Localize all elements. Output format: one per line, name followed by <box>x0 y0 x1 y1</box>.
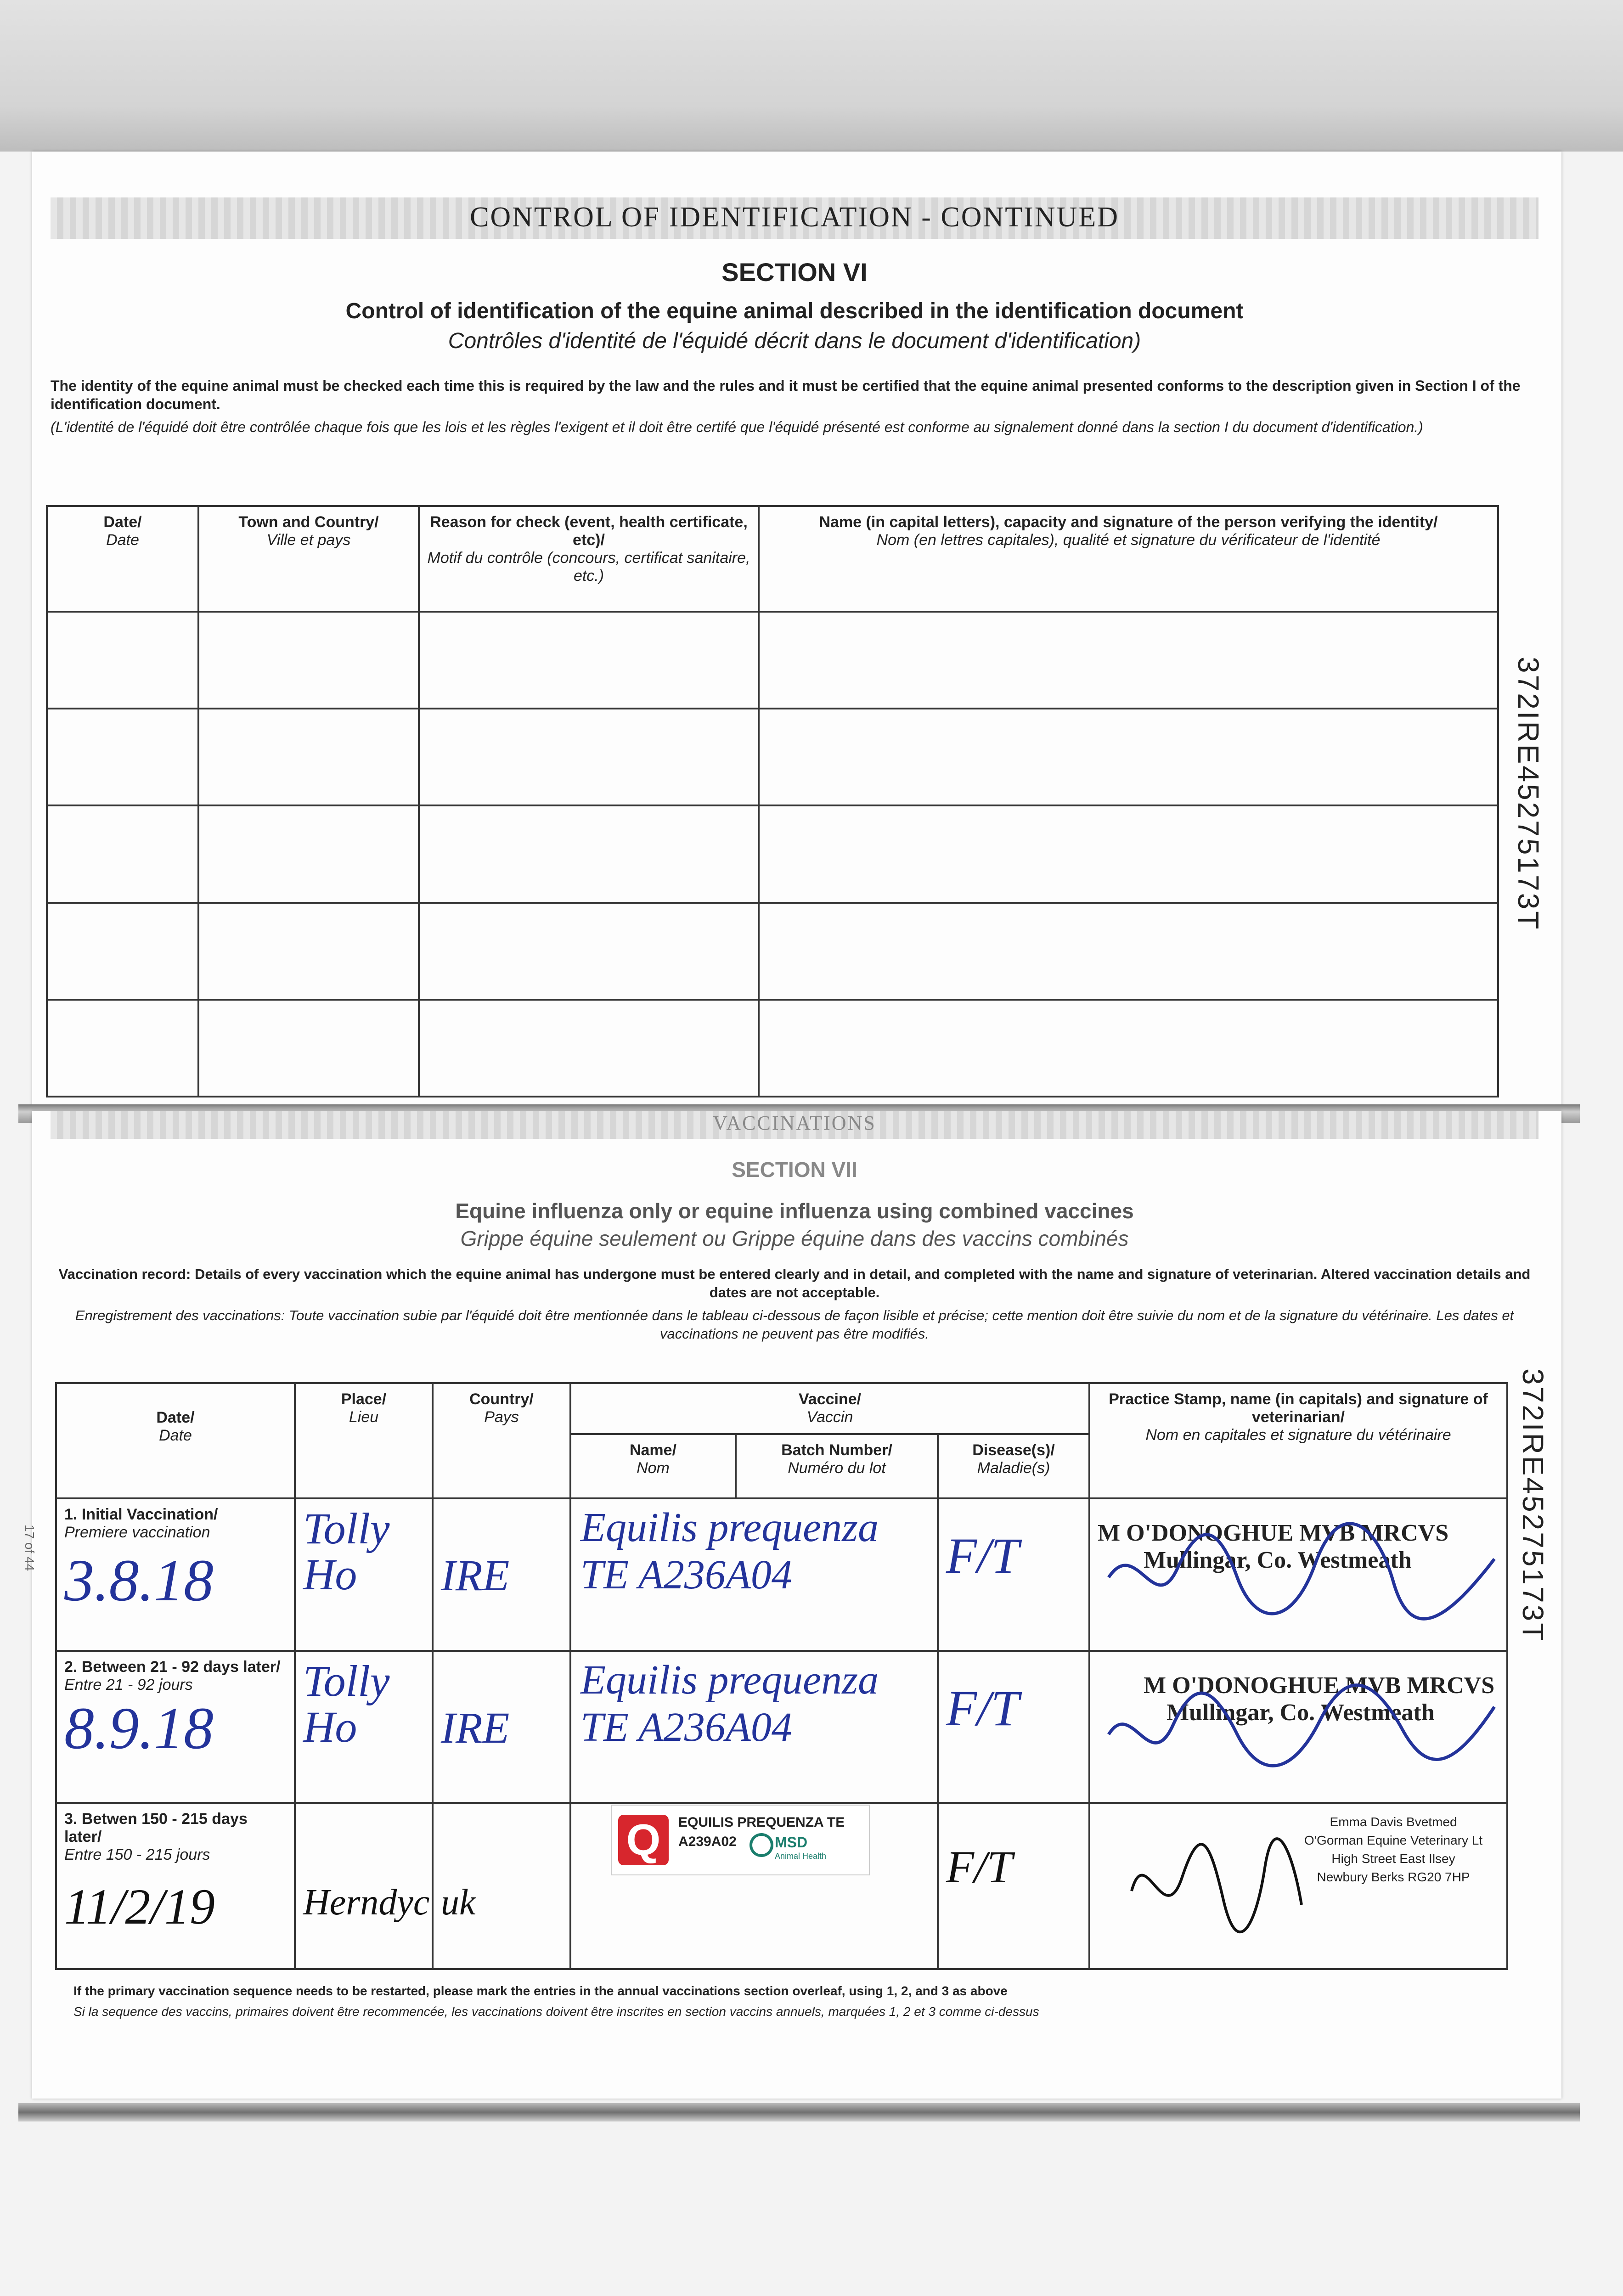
page-section-vii <box>23 1111 1561 2099</box>
intro-fr: Enregistrement des vaccinations: Toute vaccination subie par l'équidé doit être mentionnée dans le tableau ci-dessous de façon lisible et précise; cette mention doit être suivie du nom et de la signature du vétérinaire. Les dates et vaccinations ne peuvent pas être modifiés. <box>75 1307 1514 1342</box>
intro-fr: (L'identité de l'équidé doit être contrôlée chaque fois que les lois et les règles l'exigent et il doit être certifé que l'équidé présenté est conforme au signalement donné dans la section I du document d'identification.) <box>51 419 1423 435</box>
col-date-header: Date/ Date <box>56 1383 295 1498</box>
table-row <box>47 709 1498 805</box>
section-title: SECTION VI <box>721 258 868 287</box>
handwritten-place: Herndyc <box>295 1803 433 1969</box>
handwritten-place: Tolly Ho <box>295 1498 433 1651</box>
section-title: SECTION VII <box>732 1158 857 1182</box>
table-row <box>47 612 1498 709</box>
sticker-brand-sub: Animal Health <box>775 1851 827 1861</box>
heading-fr: Grippe équine seulement ou Grippe équine dans des vaccins combinés <box>460 1227 1129 1250</box>
col-signature-header: Name (in capital letters), capacity and signature of the person verifying the identity/ Nom (en lettres capitales), qualité et signature du vérificateur de l'identité <box>759 506 1498 612</box>
col-name-header: Name/ Nom <box>570 1434 736 1499</box>
handwritten-batch: TE A236A04 <box>580 1704 792 1750</box>
footer-fr: Si la sequence des vaccins, primaires doivent être recommencée, les vaccinations doivent être inscrites en section vaccins annuels, marquées 1, 2 et 3 comme ci-dessus <box>73 2004 1039 2019</box>
q-logo-icon: Q <box>618 1815 669 1865</box>
row-date-cell: 3. Betwen 150 - 215 days later/ Entre 150 - 215 jours 11/2/19 <box>56 1803 295 1969</box>
handwritten-disease: F/T <box>938 1803 1089 1969</box>
vaccination-row-1 <box>56 1498 1507 1651</box>
sticker-product: EQUILIS PREQUENZA TE <box>678 1815 845 1830</box>
stamp-line-2: Mullingar, Co. Westmeath <box>1144 1547 1412 1574</box>
sticker-batch: A239A02 <box>678 1834 737 1849</box>
col-country-header: Country/ Pays <box>433 1383 570 1498</box>
handwritten-date: 8.9.18 <box>64 1695 214 1761</box>
stamp-line-2: Mullingar, Co. Westmeath <box>1167 1699 1435 1726</box>
heading-en: Equine influenza only or equine influenza using combined vaccines <box>455 1199 1134 1223</box>
page-number-mark: 17 of 44 <box>23 1525 37 1571</box>
table-row <box>47 903 1498 1000</box>
signature-icon <box>1118 1822 1311 1941</box>
stamp-line-1: M O'DONOGHUE MVB MRCVS <box>1098 1520 1449 1547</box>
msd-logo-icon <box>750 1833 773 1857</box>
sticker-brand: MSD <box>775 1834 808 1851</box>
handwritten-place: Tolly Ho <box>295 1651 433 1803</box>
col-town-header: Town and Country/ Ville et pays <box>198 506 419 612</box>
page-edge <box>18 2103 1580 2122</box>
vet-stamp <box>1089 1498 1507 1651</box>
row-date-cell: 1. Initial Vaccination/ Premiere vaccination 3.8.18 <box>56 1498 295 1651</box>
handwritten-country: IRE <box>433 1651 570 1803</box>
handwritten-vaccine-name: Equilis prequenza <box>580 1657 879 1703</box>
col-stamp-header: Practice Stamp, name (in capitals) and signature of veterinarian/ Nom en capitales et signature du vétérinaire <box>1089 1383 1507 1498</box>
passport-id-vertical: 372IRE45275173T <box>1516 1368 1550 1643</box>
table-row <box>47 1000 1498 1097</box>
vaccination-table <box>55 1382 1508 1970</box>
handwritten-disease: F/T <box>938 1651 1089 1803</box>
page-section-vi <box>32 152 1561 1107</box>
scan-background <box>0 0 1623 152</box>
intro-en: The identity of the equine animal must be checked each time this is required by the law and the rules and it must be certified that the equine animal presented conforms to the description given in Section I of the identification document. <box>51 377 1521 412</box>
vet-stamp <box>1089 1803 1507 1969</box>
handwritten-disease: F/T <box>938 1498 1089 1651</box>
col-vaccine-header: Vaccine/ Vaccin <box>570 1383 1089 1434</box>
vaccination-row-2 <box>56 1651 1507 1803</box>
footer-en: If the primary vaccination sequence needs to be restarted, please mark the entries in the annual vaccinations section overleaf, using 1, 2, and 3 as above <box>73 1984 1008 1998</box>
col-batch-header: Batch Number/ Numéro du lot <box>736 1434 938 1499</box>
col-disease-header: Disease(s)/ Maladie(s) <box>938 1434 1089 1499</box>
heading-fr: Contrôles d'identité de l'équidé décrit dans le document d'identification) <box>448 329 1141 353</box>
col-date-header: Date/ Date <box>47 506 198 612</box>
table-row <box>47 805 1498 902</box>
passport-id-vertical: 372IRE45275173T <box>1512 657 1545 931</box>
vet-stamp <box>1089 1651 1507 1803</box>
signature-icon <box>1099 1661 1504 1790</box>
handwritten-country: uk <box>433 1803 570 1969</box>
handwritten-date: 3.8.18 <box>64 1548 214 1614</box>
intro-en: Vaccination record: Details of every vaccination which the equine animal has undergone must be entered clearly and in detail, and completed with the name and signature of veterinarian. Altered vaccination details and dates are not acceptable. <box>58 1266 1531 1300</box>
identity-check-table <box>46 505 1499 1097</box>
handwritten-date: 11/2/19 <box>64 1879 215 1935</box>
stamp-line-1: M O'DONOGHUE MVB MRCVS <box>1144 1672 1495 1699</box>
handwritten-country: IRE <box>433 1498 570 1651</box>
row-date-cell: 2. Between 21 - 92 days later/ Entre 21 - 92 jours 8.9.18 <box>56 1651 295 1803</box>
vaccine-sticker <box>611 1805 870 1875</box>
handwritten-vaccine-name: Equilis prequenza <box>580 1505 879 1551</box>
band-title: VACCINATIONS <box>713 1112 876 1134</box>
heading-en: Control of identification of the equine animal described in the identification document <box>345 299 1244 323</box>
signature-icon <box>1099 1508 1504 1637</box>
col-place-header: Place/ Lieu <box>295 1383 433 1498</box>
band-title: CONTROL OF IDENTIFICATION - CONTINUED <box>469 202 1120 233</box>
col-reason-header: Reason for check (event, health certificate, etc)/ Motif du contrôle (concours, certificat sanitaire, etc.) <box>419 506 759 612</box>
handwritten-batch: TE A236A04 <box>580 1552 792 1598</box>
vet-stamp-text: Emma Davis Bvetmed O'Gorman Equine Veterinary Lt High Street East Ilsey Newbury Berks RG20 7HP <box>1304 1815 1483 1885</box>
